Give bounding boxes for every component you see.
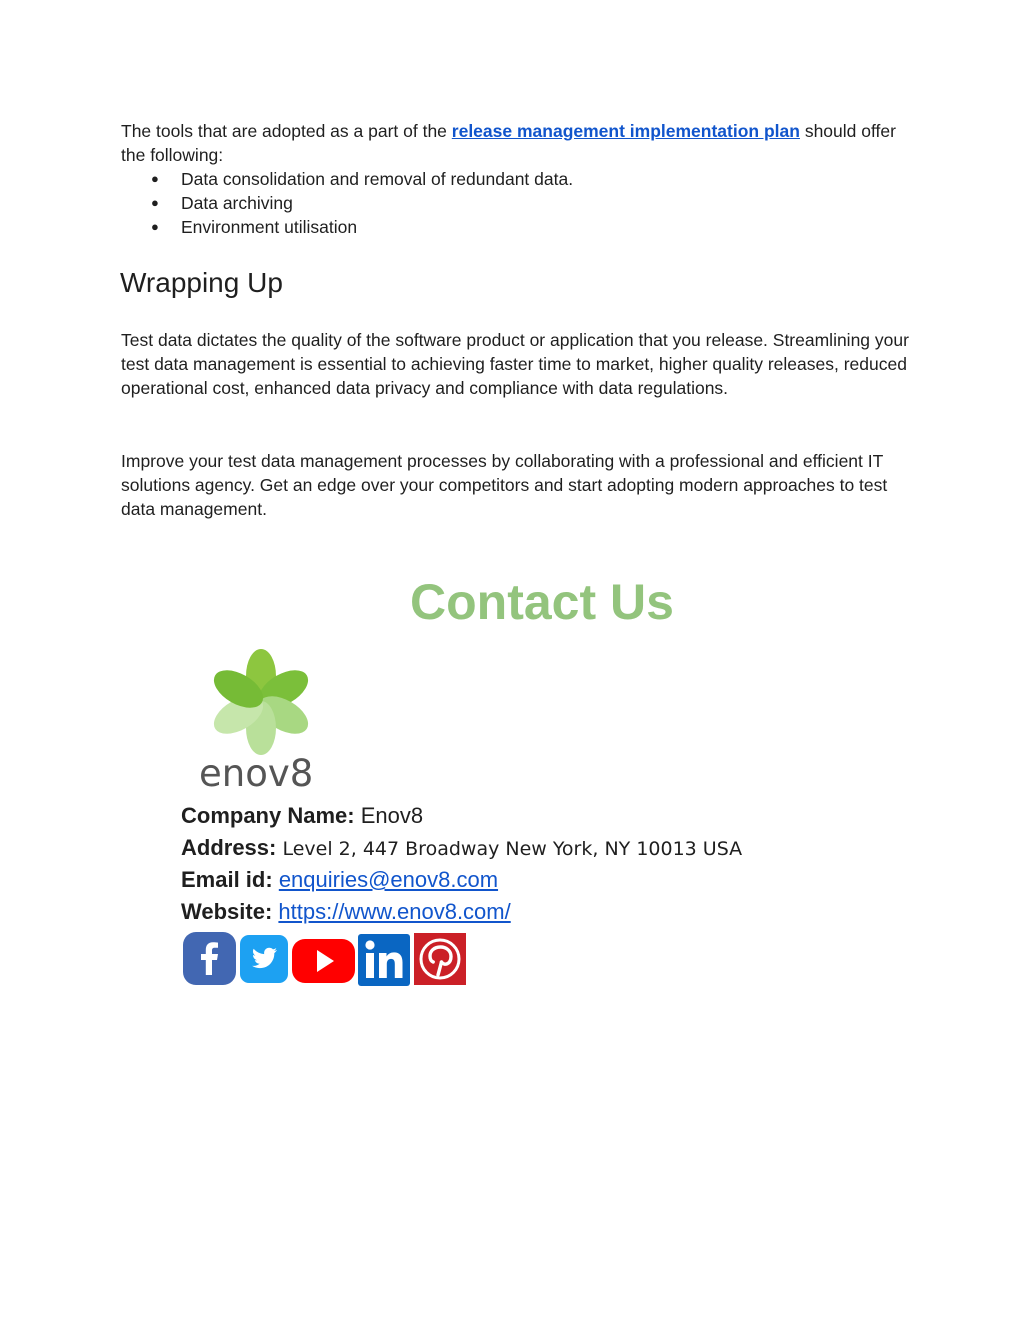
bullet-icon: ● <box>151 195 159 211</box>
email-row <box>181 866 498 894</box>
enov8-logo <box>196 645 326 793</box>
facebook-icon[interactable] <box>182 931 237 986</box>
list-item <box>151 191 573 215</box>
twitter-icon[interactable] <box>239 931 289 986</box>
address-row <box>181 834 742 863</box>
list-item <box>151 215 573 239</box>
contact-title: Contact Us <box>410 574 674 630</box>
list-item <box>151 167 573 191</box>
intro-text-after: should offer the following: <box>121 121 896 166</box>
feature-list <box>151 167 573 240</box>
company-name-label: Company Name: <box>181 803 355 828</box>
body-paragraph: Test data dictates the quality of the software product or application that you release. Streamlining your test data management is essential to achieving faster time to market, higher quality releases, reduced operational cost, enhanced data privacy and compliance with data regulations. <box>121 330 909 399</box>
list-item-text: Environment utilisation <box>181 217 358 238</box>
website-label: Website: <box>181 899 273 924</box>
logo-wordmark: enov8 <box>199 752 314 793</box>
list-item-text: Data consolidation and removal of redundant data. <box>181 169 574 189</box>
youtube-icon[interactable] <box>291 931 356 986</box>
email-link[interactable]: enquiries@enov8.com <box>278 867 499 892</box>
company-name-value: Enov8 <box>360 803 424 828</box>
list-item-text: Data archiving <box>181 193 293 214</box>
linkedin-icon[interactable] <box>357 931 411 986</box>
address-value: Level 2, 447 Broadway New York, NY 10013 USA <box>282 838 743 860</box>
company-name-row <box>181 802 423 830</box>
email-label: Email id: <box>181 867 273 892</box>
address-label: Address: <box>181 835 277 860</box>
bullet-icon: ● <box>151 219 159 235</box>
section-heading: Wrapping Up <box>120 267 283 298</box>
website-link[interactable]: https://www.enov8.com/ <box>278 899 511 924</box>
body-paragraph: Improve your test data management processes by collaborating with a professional and efficient IT solutions agency. Get an edge over your competitors and start adopting modern approaches to test data management. <box>121 451 888 520</box>
intro-text-before: The tools that are adopted as a part of the <box>121 121 452 141</box>
release-management-link[interactable]: release management implementation plan <box>451 121 800 141</box>
intro-paragraph <box>121 119 911 167</box>
pinterest-icon[interactable] <box>413 931 467 986</box>
website-row <box>181 898 511 926</box>
bullet-icon: ● <box>151 171 159 186</box>
